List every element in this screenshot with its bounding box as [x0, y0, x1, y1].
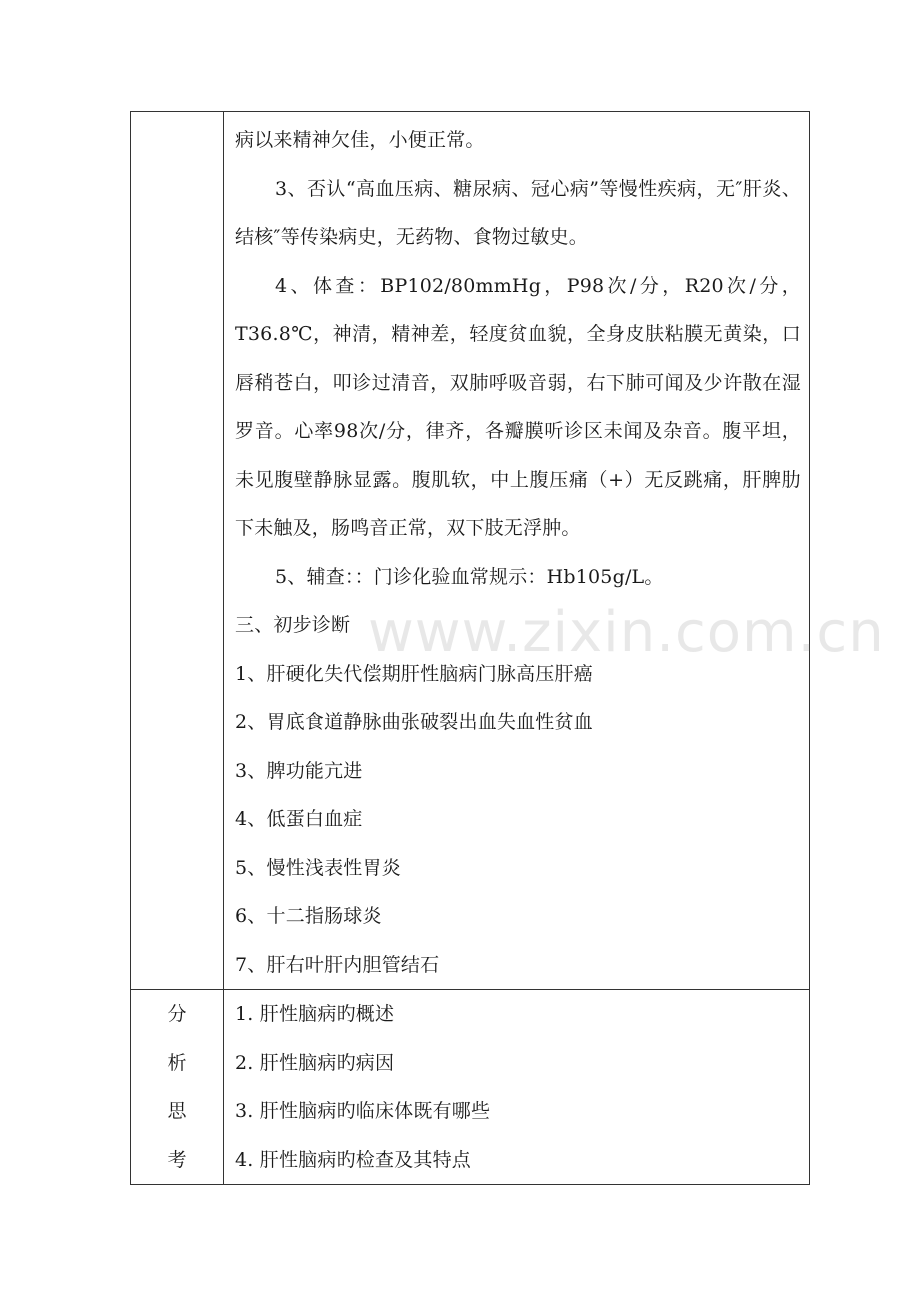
analysis-label-char-2: 析 [167, 1051, 187, 1074]
analysis-item-3: 3. 肝性脑病旳临床体既有哪些 [235, 1100, 491, 1122]
diagnosis-item-2: 2、胃底食道静脉曲张破裂出血失血性贫血 [235, 711, 593, 733]
analysis-label-char-1: 分 [167, 1003, 187, 1025]
analysis-label [131, 990, 223, 1184]
diagnosis-item-7: 7、肝右叶肝内胆管结石 [235, 953, 440, 976]
case-paragraph-4: 5、辅查：：门诊化验血常规示：Hb105g/L。 [275, 565, 664, 588]
analysis-content-cell [224, 990, 810, 1185]
analysis-item-1: 1. 肝性脑病旳概述 [235, 1003, 395, 1025]
diagnosis-item-4: 4、低蛋白血症 [235, 808, 363, 830]
diagnosis-item-1: 1、肝硬化失代偿期肝性脑病门脉高压肝癌 [235, 662, 593, 685]
watermark: www.zixin.com.cn [368, 600, 885, 665]
diagnosis-heading: 三、初步诊断 [235, 614, 351, 636]
case-paragraph-1: 病以来精神欠佳，小便正常。 [235, 129, 485, 151]
analysis-row [131, 990, 810, 1185]
diagnosis-item-6: 6、十二指肠球炎 [235, 905, 382, 927]
analysis-label-cell [131, 990, 224, 1185]
case-content [224, 112, 809, 989]
case-row-content-cell [224, 112, 810, 990]
analysis-label-char-3: 思 [167, 1100, 187, 1122]
case-paragraph-2: 3、否认“高血压病、糖尿病、冠心病”等慢性疾病，无″肝炎、结核″等传染病史，无药物、食物过敏史。 [235, 177, 801, 248]
case-row [131, 112, 810, 990]
analysis-content [224, 990, 809, 1184]
diagnosis-item-5: 5、慢性浅表性胃炎 [235, 856, 401, 879]
case-table [130, 111, 810, 1185]
case-paragraph-3: 4、体查：BP102/80mmHg，P98次/分，R20次/分，T36.8℃，神清，精神差，轻度贫血貌，全身皮肤粘膜无黄染，口唇稍苍白，叩诊过清音，双肺呼吸音弱，右下肺可闻及少许散在湿罗音。心率98次/分，律齐，各瓣膜听诊区未闻及杂音。腹平坦，未见腹壁静脉显露。腹肌软，中上腹压痛（+）无反跳痛，肝脾肋下未触及，肠鸣音正常，双下肢无浮肿。 [235, 274, 801, 539]
analysis-label-char-4: 考 [167, 1148, 187, 1171]
analysis-item-2: 2. 肝性脑病旳病因 [235, 1051, 395, 1074]
case-row-label-cell [131, 112, 224, 990]
diagnosis-item-3: 3、脾功能亢进 [235, 759, 363, 782]
analysis-item-4: 4. 肝性脑病旳检查及其特点 [235, 1148, 471, 1171]
